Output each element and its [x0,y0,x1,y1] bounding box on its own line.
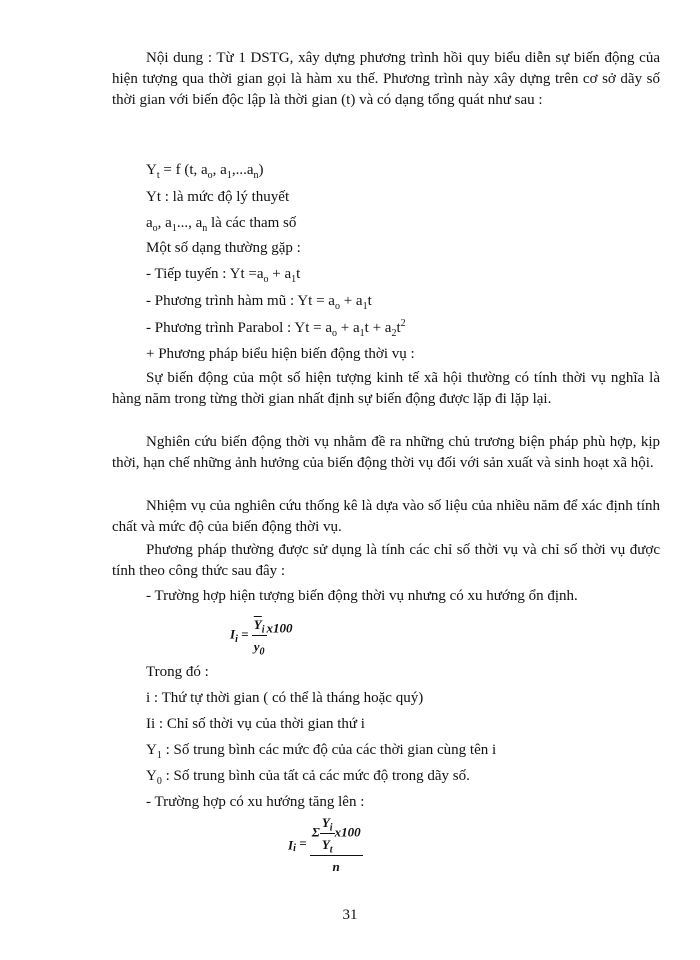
paragraph-noi-dung: Nội dung : Từ 1 DSTG, xây dựng phương trình hồi quy biểu diễn sự biến động của hiện tượng qua thời gian gọi là hàm xu thế. Phương trình này xây dựng trên cơ sở dãy số thời gian với biến độc lập là thời gian (t) và có dạng tổng quát như sau : [112,50,660,108]
fraction: $\frac{\overline{Y}_i}{y_0}$ [252,614,267,657]
definition-Y0: $Y_0$ : Số trung bình của tất cả các mức độ trong dãy số. [146,768,470,787]
paragraph-nghien-cuu: Nghiên cứu biến động thời vụ nhằm đề ra những chủ trương biện pháp phù hợp, kịp thời, hạn chế những ảnh hưởng của biến động thời vụ đối với sản xuất và sinh hoạt xã hội. [112,434,660,471]
definition-yt: Yt : là mức độ lý thuyết [146,189,290,205]
heading-thoi-vu: + Phương pháp biểu hiện biến động thời vụ : [146,346,415,362]
page-number: 31 [342,907,358,923]
paragraph-su-bien-dong: Sự biến động của một số hiện tượng kinh tế xã hội thường có tính thời vụ nghĩa là hàng năm trong từng thời gian nhất định sự biến động được lặp đi lặp lại. [112,370,660,407]
mot-so-dang-heading: Một số dạng thường gặp : [146,240,301,256]
trong-do-label: Trong đó : [146,664,209,680]
truong-hop-on-dinh: - Trường hợp hiện tượng biến động thời vụ nhưng có xu hướng ổn định. [146,588,578,604]
formula-seasonal-index-stable: $I_i$ = $\frac{\overline{Y}_i}{y_0}$ x100 [230,614,293,657]
truong-hop-tang-len: - Trường hợp có xu hướng tăng lên : [146,794,365,810]
ham-mu-line: - Phương trình hàm mũ : $Yt = a_o + a_1t$ [146,293,372,312]
definition-Y1: $Y_1$ : Số trung bình các mức độ của các thời gian cùng tên i [146,742,497,761]
inner-fraction: $\frac{Y_i}{Y_t}$ [320,812,335,855]
definition-i: i : Thứ tự thời gian ( có thể là tháng hoặc quý) [146,690,424,706]
tiep-tuyen-line: - Tiếp tuyến : $Yt =a_o + a_1t$ [146,266,301,285]
formula-general: $Y_t = f$ (t, $a_o$, $a_1,...a_n$) [146,162,264,181]
definition-params: $a_o$, $a_1$..., $a_n$ là các tham số [146,215,297,234]
parabol-line: - Phương trình Parabol : $Yt = a_o + a_1t + a_2t^2$ [146,318,406,339]
paragraph-phuong-phap: Phương pháp thường được sử dụng là tính các chỉ số thời vụ và chỉ số thời vụ được tính theo công thức sau đây : [112,542,660,579]
paragraph-nhiem-vu: Nhiệm vụ của nghiên cứu thống kê là dựa vào số liệu của nhiều năm để xác định tính chất và mức độ của biến động thời vụ. [112,498,660,535]
outer-fraction: Σ $\frac{Y_i}{Y_t}$ x100 n [310,812,363,877]
definition-Ii: Ii : Chỉ số thời vụ của thời gian thứ i [146,716,365,732]
formula-seasonal-index-trend: $I_i$ = Σ $\frac{Y_i}{Y_t}$ x100 n [288,812,363,877]
